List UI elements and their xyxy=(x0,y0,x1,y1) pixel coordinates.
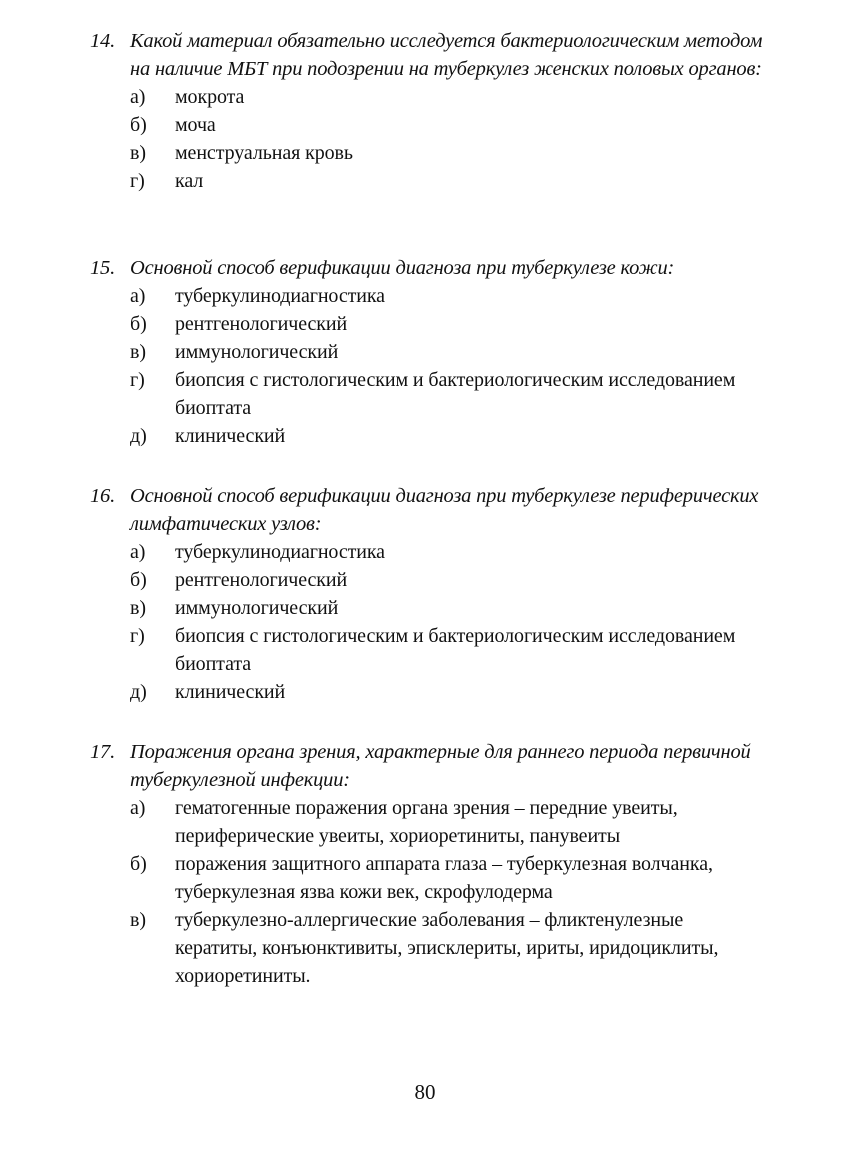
answer-option xyxy=(90,794,770,850)
option-text: туберкулезно-аллергические заболевания – фликтенулезные кератиты, конъюнктивиты, эписклериты, ириты, иридоциклиты, хориоретиниты. xyxy=(175,909,719,987)
option-letter: б) xyxy=(130,114,147,136)
answer-option xyxy=(90,167,770,195)
option-letter: г) xyxy=(130,625,145,647)
option-text: иммунологический xyxy=(175,597,339,619)
option-letter: д) xyxy=(130,425,147,447)
answer-option xyxy=(90,83,770,111)
option-text: клинический xyxy=(175,425,286,447)
option-text: гематогенные поражения органа зрения – передние увеиты, периферические увеиты, хориоретиниты, панувеиты xyxy=(175,797,678,847)
page-number: 80 xyxy=(414,1080,436,1104)
option-text: менструальная кровь xyxy=(175,142,353,164)
option-letter: д) xyxy=(130,681,147,703)
option-text: клинический xyxy=(175,681,286,703)
option-letter: г) xyxy=(130,170,145,192)
answer-option xyxy=(90,338,770,366)
question-number: 16. xyxy=(90,485,116,507)
option-text: моча xyxy=(175,114,216,136)
answer-option xyxy=(90,678,770,706)
question-16 xyxy=(90,482,770,706)
option-text: кал xyxy=(175,170,204,192)
option-text: мокрота xyxy=(175,86,245,108)
answer-option xyxy=(90,538,770,566)
option-letter: б) xyxy=(130,853,147,875)
option-text: рентгенологический xyxy=(175,569,348,591)
option-letter: б) xyxy=(130,569,147,591)
option-text: рентгенологический xyxy=(175,313,348,335)
option-letter: а) xyxy=(130,541,146,563)
option-text: поражения защитного аппарата глаза – туберкулезная волчанка, туберкулезная язва кожи век, скрофулодерма xyxy=(175,853,713,903)
question-heading xyxy=(90,254,770,282)
question-text: Поражения органа зрения, характерные для раннего периода первичной туберкулезной инфекции: xyxy=(130,741,751,791)
option-letter: в) xyxy=(130,597,146,619)
option-letter: в) xyxy=(130,909,146,931)
question-heading xyxy=(90,738,770,794)
answer-options xyxy=(90,83,770,195)
question-heading xyxy=(90,482,770,538)
question-number: 17. xyxy=(90,741,116,763)
question-heading xyxy=(90,27,770,83)
option-letter: в) xyxy=(130,341,146,363)
answer-option xyxy=(90,310,770,338)
option-text: туберкулинодиагностика xyxy=(175,285,385,307)
option-letter: а) xyxy=(130,86,146,108)
answer-option xyxy=(90,850,770,906)
option-letter: а) xyxy=(130,797,146,819)
answer-options xyxy=(90,794,770,990)
question-text: Основной способ верификации диагноза при туберкулезе периферических лимфатических узлов: xyxy=(130,485,759,535)
answer-options xyxy=(90,282,770,450)
answer-option xyxy=(90,422,770,450)
question-14 xyxy=(90,27,770,195)
question-15 xyxy=(90,254,770,450)
option-text: биопсия с гистологическим и бактериологическим исследованием биоптата xyxy=(175,369,736,419)
option-letter: г) xyxy=(130,369,145,391)
answer-option xyxy=(90,566,770,594)
question-text: Какой материал обязательно исследуется бактериологическим методом на наличие МБТ при подозрении на туберкулез женских половых органов: xyxy=(130,30,763,80)
question-17 xyxy=(90,738,770,990)
option-letter: б) xyxy=(130,313,147,335)
option-letter: в) xyxy=(130,142,146,164)
answer-option xyxy=(90,906,770,990)
answer-option xyxy=(90,282,770,310)
question-number: 15. xyxy=(90,257,116,279)
question-number: 14. xyxy=(90,30,116,52)
option-text: биопсия с гистологическим и бактериологическим исследованием биоптата xyxy=(175,625,736,675)
answer-options xyxy=(90,538,770,706)
option-letter: а) xyxy=(130,285,146,307)
answer-option xyxy=(90,111,770,139)
answer-option xyxy=(90,366,770,422)
answer-option xyxy=(90,622,770,678)
option-text: туберкулинодиагностика xyxy=(175,541,385,563)
answer-option xyxy=(90,594,770,622)
option-text: иммунологический xyxy=(175,341,339,363)
answer-option xyxy=(90,139,770,167)
question-text: Основной способ верификации диагноза при туберкулезе кожи: xyxy=(130,257,675,279)
